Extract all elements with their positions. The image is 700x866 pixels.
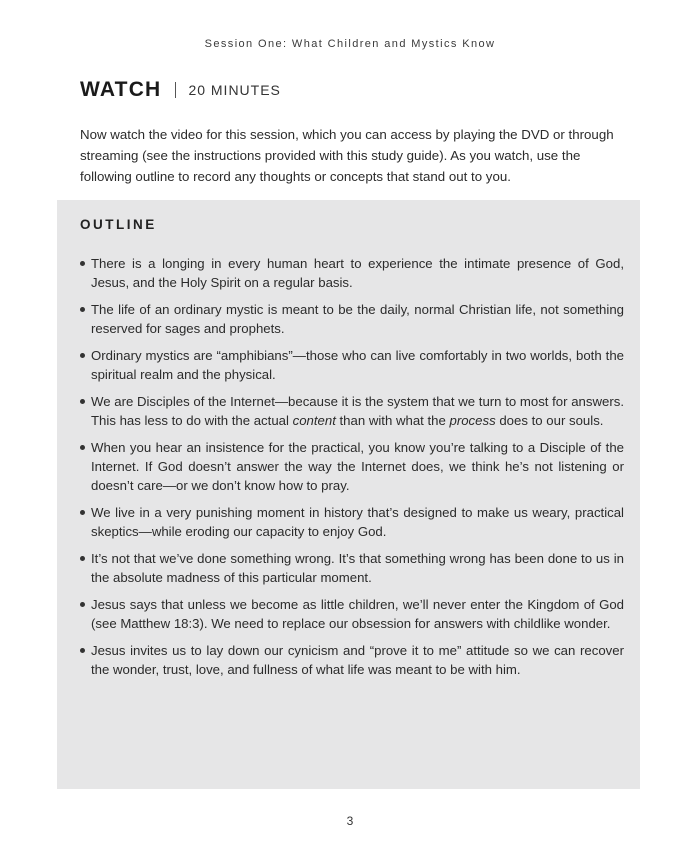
outline-item bbox=[80, 549, 624, 587]
outline-item-text: Jesus invites us to lay down our cynicism and “prove it to me” attitude so we can recover the wonder, trust, love, and fullness of what life was meant to be with him. bbox=[91, 643, 624, 677]
section-title: WATCH bbox=[80, 78, 162, 101]
outline-item-text: Jesus says that unless we become as little children, we’ll never enter the Kingdom of God (see Matthew 18:3). We need to replace our obsession for answers with childlike wonder. bbox=[91, 597, 624, 631]
outline-item-emphasis-content: content bbox=[292, 413, 336, 428]
bullet-icon bbox=[80, 399, 85, 404]
bullet-icon bbox=[80, 602, 85, 607]
bullet-icon bbox=[80, 445, 85, 450]
outline-item-text: Ordinary mystics are “amphibians”—those who can live comfortably in two worlds, both the spiritual realm and the physical. bbox=[91, 348, 624, 382]
intro-paragraph: Now watch the video for this session, which you can access by playing the DVD or through streaming (see the instructions provided with this study guide). As you watch, use the following outline to record any thoughts or concepts that stand out to you. bbox=[80, 127, 614, 184]
outline-item bbox=[80, 641, 624, 679]
heading-divider bbox=[175, 82, 176, 98]
outline-item-text-start: We are Disciples of the Internet—because it is the system that we turn to most for answers. This has less to do with the actual bbox=[91, 394, 624, 428]
outline-item bbox=[80, 300, 624, 338]
page-number: 3 bbox=[346, 814, 354, 828]
bullet-icon bbox=[80, 510, 85, 515]
outline-item bbox=[80, 595, 624, 633]
bullet-icon bbox=[80, 261, 85, 266]
outline-item-text: The life of an ordinary mystic is meant to be the daily, normal Christian life, not something reserved for sages and prophets. bbox=[91, 302, 624, 336]
outline-item bbox=[80, 392, 624, 430]
section-duration: 20 MINUTES bbox=[188, 82, 281, 98]
outline-list bbox=[80, 254, 624, 687]
outline-item bbox=[80, 438, 624, 495]
bullet-icon bbox=[80, 556, 85, 561]
outline-item bbox=[80, 503, 624, 541]
section-heading bbox=[80, 78, 281, 102]
outline-item-text: When you hear an insistence for the practical, you know you’re talking to a Disciple of the Internet. If God doesn’t answer the way the Internet does, we think he’s not listening or doesn’t care—or we don’t know how to pray. bbox=[91, 440, 624, 493]
outline-item-text: It’s not that we’ve done something wrong. It’s that something wrong has been done to us in the absolute madness of this particular moment. bbox=[91, 551, 624, 585]
bullet-icon bbox=[80, 353, 85, 358]
outline-item bbox=[80, 254, 624, 292]
outline-item bbox=[80, 346, 624, 384]
outline-item-text-middle: than with what the bbox=[335, 413, 450, 428]
bullet-icon bbox=[80, 307, 85, 312]
outline-item-emphasis-process: process bbox=[449, 413, 496, 428]
running-head: Session One: What Children and Mystics Know bbox=[204, 38, 496, 50]
outline-title: OUTLINE bbox=[80, 217, 157, 232]
outline-item-text: There is a longing in every human heart to experience the intimate presence of God, Jesus, and the Holy Spirit on a regular basis. bbox=[91, 256, 624, 290]
outline-item-text: We live in a very punishing moment in history that’s designed to make us weary, practical skeptics—while eroding our capacity to enjoy God. bbox=[91, 505, 624, 539]
outline-item-text-end: does to our souls. bbox=[495, 413, 604, 428]
bullet-icon bbox=[80, 648, 85, 653]
